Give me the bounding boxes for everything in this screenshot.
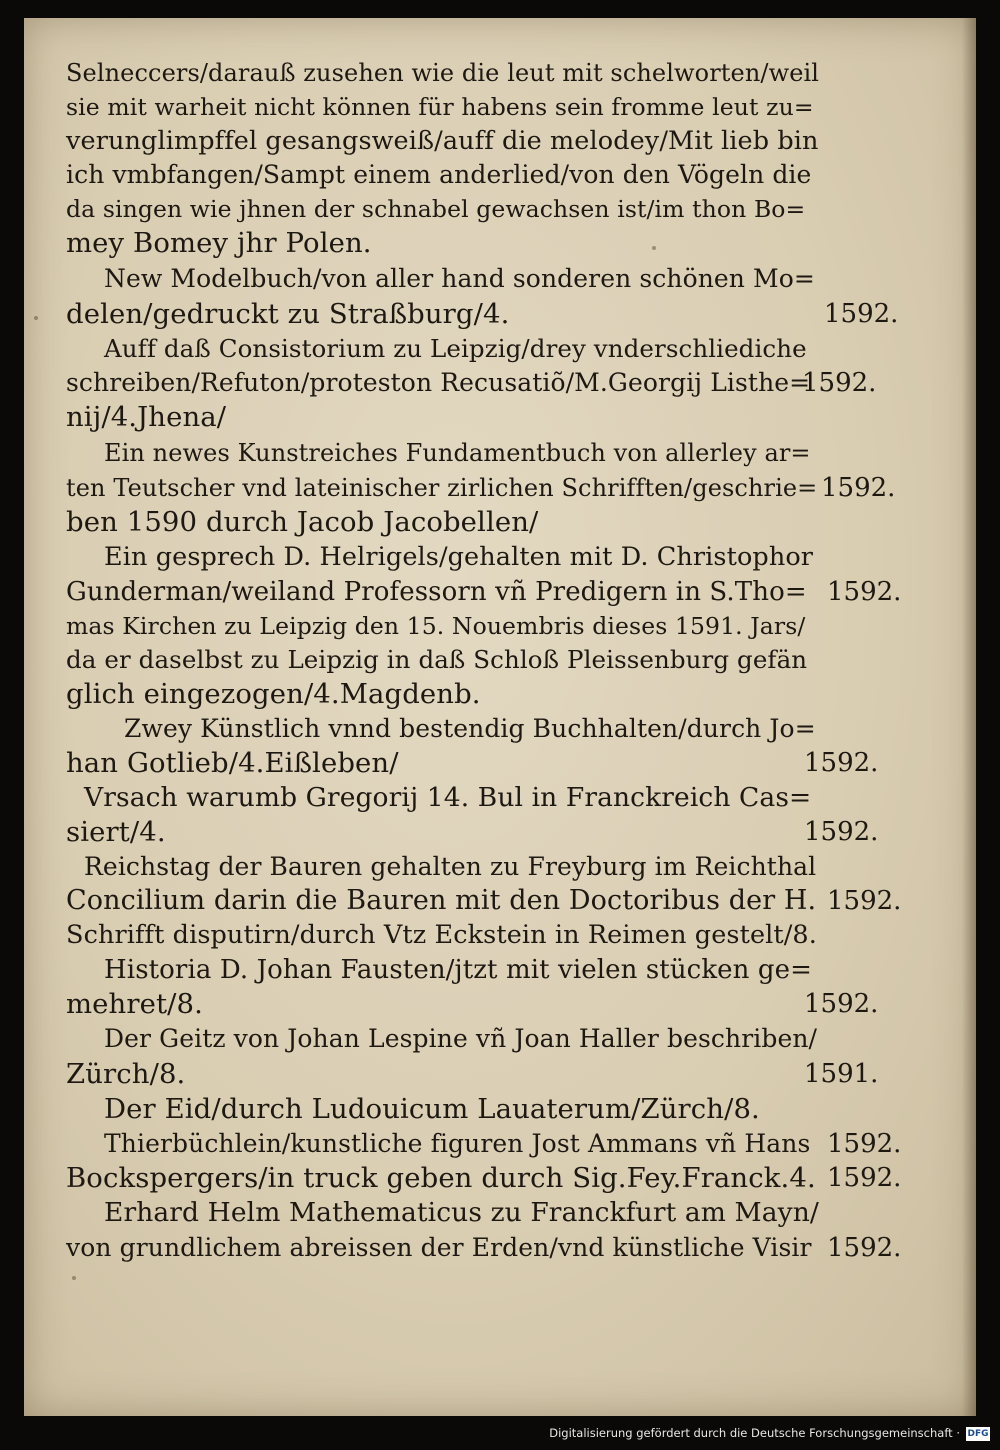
paper-speck (72, 1276, 76, 1280)
paper-speck (34, 316, 38, 320)
text-line: Der Eid/durch Ludouicum Lauaterum/Zürch/8. (104, 1093, 760, 1125)
text-line: Der Geitz von Johan Lespine vñ Joan Haller beschriben/ (104, 1024, 818, 1053)
year-margin: 1592. (827, 1233, 902, 1263)
year-margin: 1591. (804, 1059, 879, 1089)
text-line: Vrsach warumb Gregorij 14. Bul in Franckreich Cas= (84, 782, 812, 813)
text-line: da er daselbst zu Leipzig in daß Schloß Pleissenburg gefän (66, 645, 808, 674)
text-line: siert/4. (66, 816, 166, 848)
text-line: delen/gedruckt zu Straßburg/4. (66, 298, 510, 330)
text-line: von grundlichem abreissen der Erden/vnd künstliche Visir (66, 1233, 812, 1262)
text-line: Bockspergers/in truck geben durch Sig.Fey.Franck.4. (66, 1162, 816, 1194)
text-line: Erhard Helm Mathematicus zu Franckfurt am Mayn/ (104, 1197, 819, 1228)
year-margin: 1592. (827, 577, 902, 607)
paper-speck (652, 246, 656, 250)
year-margin: 1592. (804, 817, 879, 847)
text-line: nij/4.Jhena/ (66, 401, 227, 433)
text-line: Ein gesprech D. Helrigels/gehalten mit D. Christophor (104, 542, 814, 572)
text-line: mehret/8. (66, 988, 203, 1020)
text-line: verunglimpffel gesangsweiß/auff die melodey/Mit lieb bin (66, 126, 819, 156)
text-line: New Modelbuch/von aller hand sonderen schönen Mo= (104, 264, 815, 293)
text-line: schreiben/Refuton/proteston Recusatiõ/M.Georgij Listhe= (66, 368, 811, 397)
text-line: sie mit warheit nicht können für habens sein fromme leut zu= (66, 93, 814, 121)
page-edge-shadow (962, 18, 976, 1416)
text-line: Thierbüchlein/kunstliche figuren Jost Ammans vñ Hans (104, 1129, 811, 1158)
text-line: Historia D. Johan Fausten/jtzt mit vielen stücken ge= (104, 955, 812, 985)
text-line: Schrifft disputirn/durch Vtz Eckstein in Reimen gestelt/8. (66, 920, 817, 950)
year-margin: 1592. (802, 368, 877, 398)
year-margin: 1592. (827, 1163, 902, 1193)
text-line: Concilium darin die Bauren mit den Doctoribus der H. (66, 885, 817, 916)
book-page (24, 18, 976, 1416)
text-line: Auff daß Consistorium zu Leipzig/drey vnderschliediche (104, 334, 807, 363)
text-line: ben 1590 durch Jacob Jacobellen/ (66, 506, 539, 538)
dfg-logo-icon: DFG (967, 1429, 989, 1439)
text-line: Reichstag der Bauren gehalten zu Freyburg im Reichthal (84, 852, 817, 881)
year-margin: 1592. (827, 1129, 902, 1159)
text-line: ich vmbfangen/Sampt einem anderlied/von den Vögeln die (66, 160, 812, 189)
year-margin: 1592. (824, 299, 899, 329)
text-line: Ein newes Kunstreiches Fundamentbuch von allerley ar= (104, 439, 811, 467)
footer-bar (0, 1416, 1000, 1450)
year-margin: 1592. (804, 989, 879, 1019)
year-margin: 1592. (827, 886, 902, 916)
text-line: mas Kirchen zu Leipzig den 15. Nouembris dieses 1591. Jars/ (66, 612, 806, 640)
text-line: da singen wie jhnen der schnabel gewachsen ist/im thon Bo= (66, 195, 806, 223)
text-line: han Gotlieb/4.Eißleben/ (66, 747, 399, 779)
text-line: Zürch/8. (66, 1058, 186, 1090)
funding-notice: Digitalisierung gefördert durch die Deutsche Forschungsgemeinschaft · (549, 1426, 960, 1440)
text-line: ten Teutscher vnd lateinischer zirlichen Schrifften/geschrie= (66, 474, 818, 502)
year-margin: 1592. (821, 473, 896, 503)
text-line: glich eingezogen/4.Magdenb. (66, 678, 481, 710)
text-line: Gunderman/weiland Professorn vñ Predigern in S.Tho= (66, 577, 807, 607)
text-line: Zwey Künstlich vnnd bestendig Buchhalten/durch Jo= (124, 714, 816, 743)
text-line: mey Bomey jhr Polen. (66, 227, 372, 259)
text-line: Selneccers/darauß zusehen wie die leut mit schelworten/weil (66, 59, 820, 87)
year-margin: 1592. (804, 748, 879, 778)
